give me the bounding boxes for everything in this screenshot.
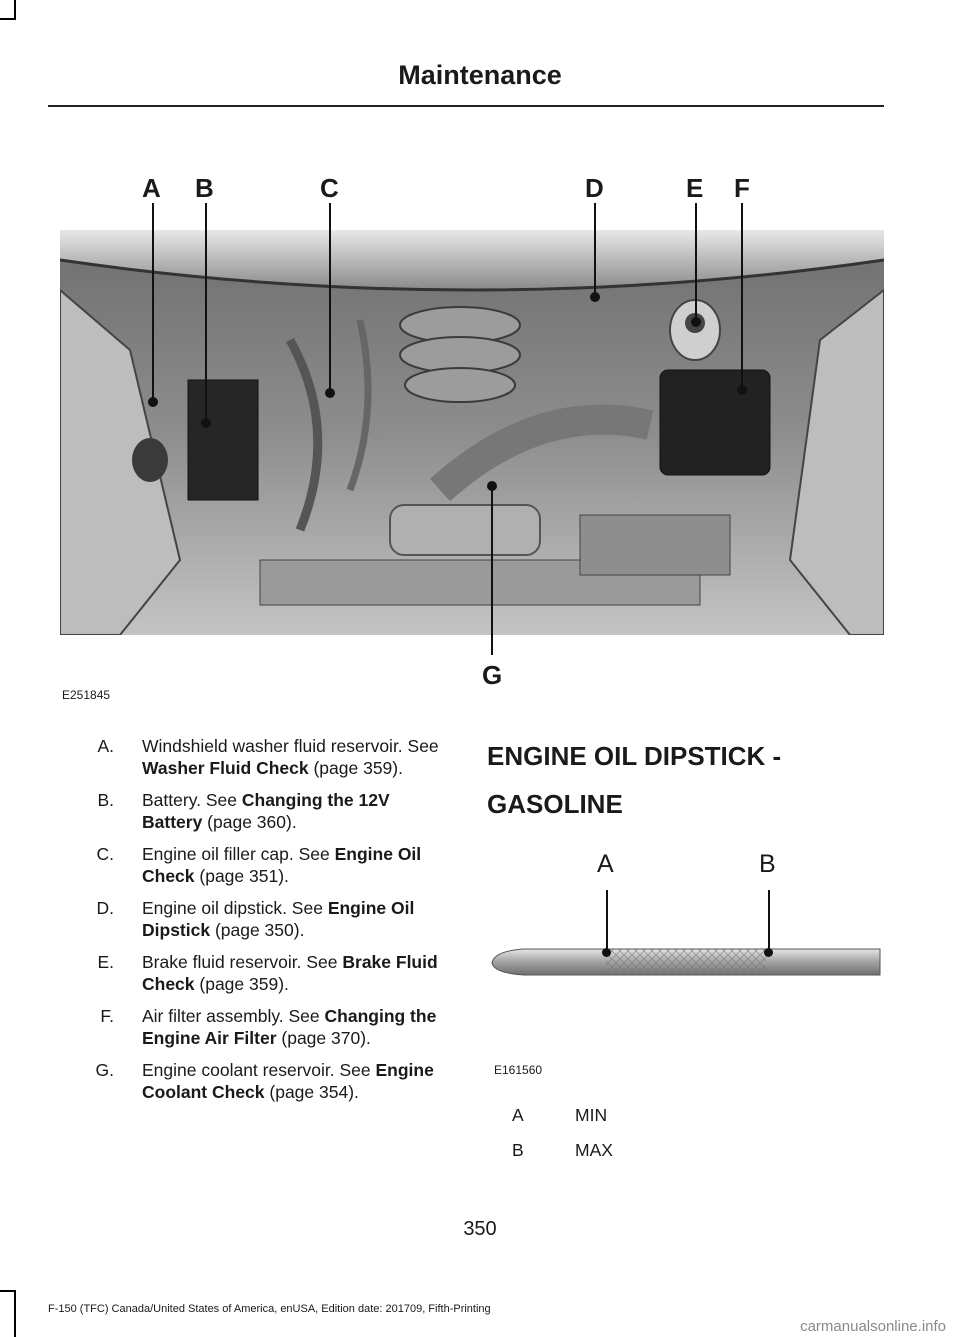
list-item [60,1059,450,1103]
legend-row [512,1140,613,1161]
dipstick-leader-b [768,890,770,952]
leader-a [152,203,154,400]
crop-mark [14,0,16,20]
page-reference: (page 351). [194,866,289,886]
legend-value: MIN [575,1105,608,1125]
list-item [60,1005,450,1049]
leader-dot-d [590,292,600,302]
watermark: carmanualsonline.info [800,1318,946,1335]
callout-c: C [320,173,339,203]
cross-reference-link[interactable]: Engine Oil Check [142,844,422,886]
page-number: 350 [463,1218,497,1240]
page-reference: (page 350). [210,920,305,940]
list-item [60,897,450,941]
callout-g: G [482,660,503,690]
callout-f: F [734,173,750,203]
leader-dot-f [737,385,747,395]
dipstick-dot-a [602,948,611,957]
cross-reference-link[interactable]: Changing the 12V Battery [142,790,390,832]
list-item [60,735,450,779]
crop-mark [0,1290,16,1292]
footer-edition: F-150 (TFC) Canada/United States of America, enUSA, Edition date: 201709, Fifth-Printing [48,1303,491,1315]
item-text: Engine coolant reservoir. See [142,1060,376,1080]
item-label: D. [96,898,114,918]
engine-compartment-illustration [60,230,884,635]
leader-dot-c [325,388,335,398]
item-text: Engine oil dipstick. See [142,898,328,918]
crop-mark [0,18,16,20]
legend-key: B [512,1140,524,1160]
callout-e: E [686,173,704,203]
list-item [60,843,450,887]
page-reference: (page 359). [194,974,289,994]
cross-reference-link[interactable]: Engine Oil Dipstick [142,898,415,940]
legend-value: MAX [575,1140,613,1160]
dipstick-leader-a [606,890,608,952]
legend-row [512,1105,613,1126]
dipstick-heading-line2: GASOLINE [487,789,623,819]
section-title: Maintenance [398,60,562,90]
leader-dot-e [691,317,701,327]
page-reference: (page 370). [276,1028,371,1048]
item-text: Windshield washer fluid reservoir. See [142,736,439,756]
leader-b [205,203,207,420]
component-list [60,735,450,1113]
cross-reference-link[interactable]: Changing the Engine Air Filter [142,1006,437,1048]
item-label: E. [97,952,114,972]
cross-reference-link[interactable]: Brake Fluid Check [142,952,438,994]
cross-reference-link[interactable]: Engine Coolant Check [142,1060,434,1102]
dipstick-drawing [484,935,884,995]
dipstick-image-code: E161560 [494,1063,543,1077]
callout-d: D [585,173,604,203]
cross-reference-link[interactable]: Washer Fluid Check [142,758,309,778]
legend-key: A [512,1105,524,1125]
dipstick-legend [512,1105,613,1161]
item-label: C. [96,844,114,864]
crop-mark [14,1290,16,1337]
callout-a: A [142,173,161,203]
callout-b: B [195,173,214,203]
item-text: Air filter assembly. See [142,1006,325,1026]
engine-drawing [60,230,884,635]
page-reference: (page 360). [202,812,297,832]
item-label: A. [97,736,114,756]
page-reference: (page 359). [308,758,403,778]
leader-d [594,203,596,295]
item-label: F. [100,1006,114,1026]
leader-dot-a [148,397,158,407]
leader-f [741,203,743,388]
list-item [60,789,450,833]
dipstick-heading [487,735,781,825]
item-label: B. [97,790,114,810]
leader-c [329,203,331,390]
leader-dot-g [487,481,497,491]
dipstick-callout-a: A [597,850,614,878]
item-text: Battery. See [142,790,242,810]
list-item [60,951,450,995]
header-rule [48,105,884,107]
leader-g [491,485,493,655]
page-reference: (page 354). [264,1082,359,1102]
dipstick-callout-b: B [759,850,776,878]
leader-dot-b [201,418,211,428]
item-text: Engine oil filler cap. See [142,844,335,864]
item-text: Brake fluid reservoir. See [142,952,343,972]
item-label: G. [95,1060,114,1080]
leader-e [695,203,697,320]
engine-image-code: E251845 [62,688,111,702]
dipstick-heading-line1: ENGINE OIL DIPSTICK - [487,741,782,771]
dipstick-dot-b [764,948,773,957]
